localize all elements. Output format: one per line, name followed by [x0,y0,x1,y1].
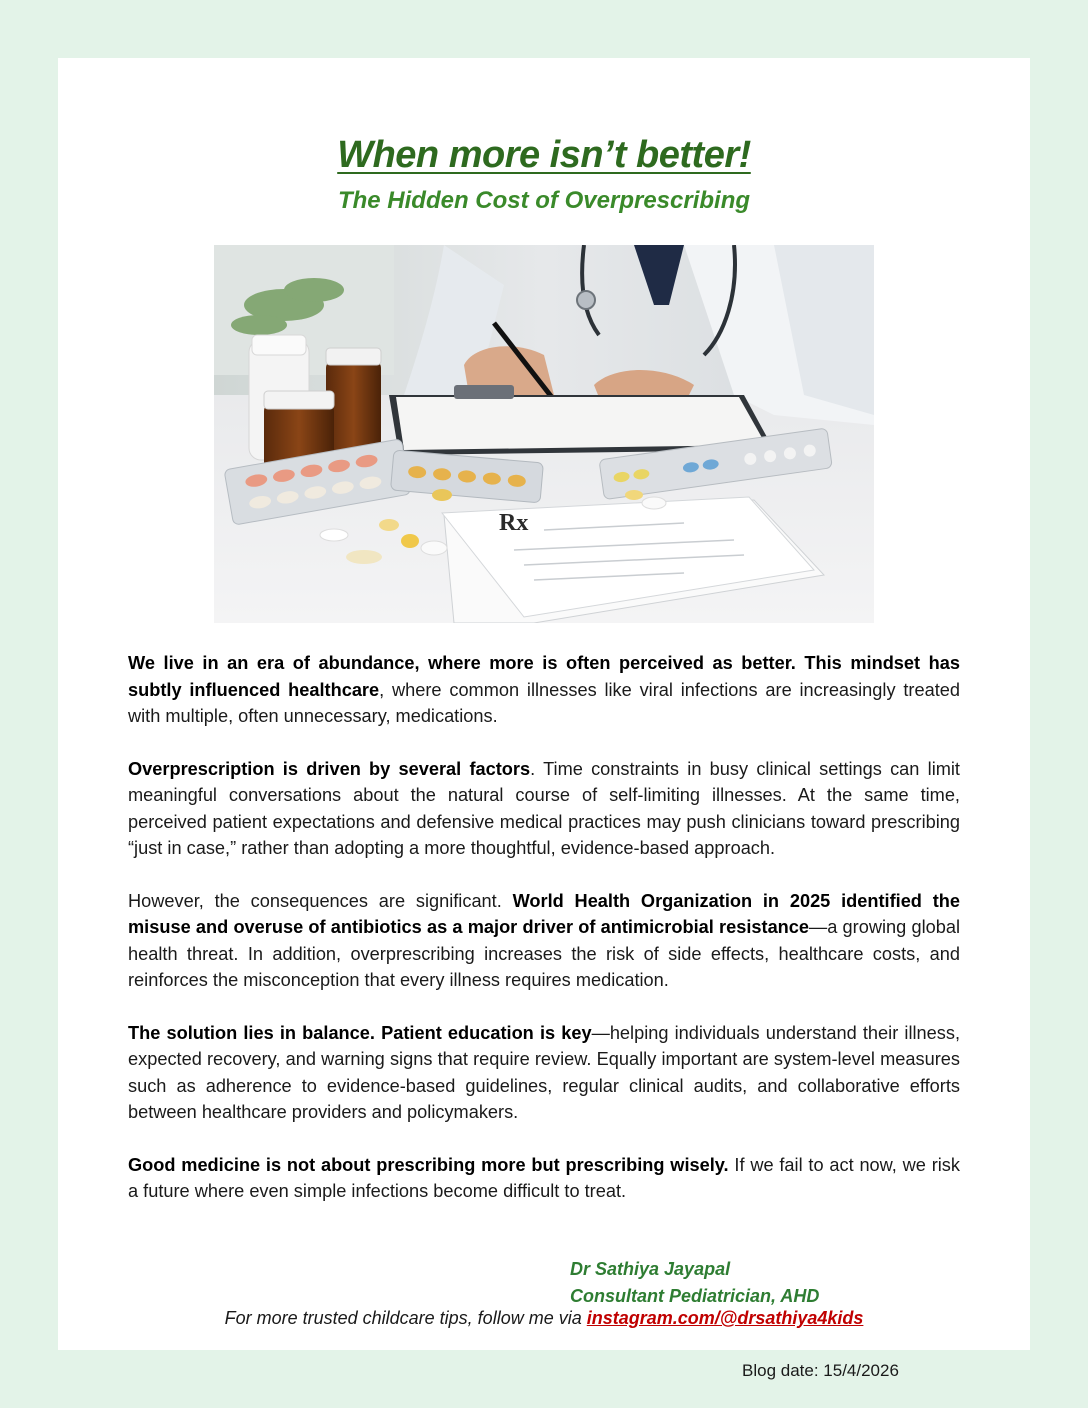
author-signature [570,1256,819,1310]
intro-text: , where common illnesses like viral infections are increasingly treated with multiple, often unnecessary, medications. [128,679,960,726]
hero-photo [214,245,874,623]
follow-text: For more trusted childcare tips, follow me via [224,1308,587,1328]
conclusion-bold-text: Good medicine is not about prescribing more but prescribing wisely. [128,1154,729,1175]
solution-text: —helping individuals understand their illness, expected recovery, and warning signs that require review. Equally important are system-level measures such as adherence to evidence-based guidelines, regular clinical audits, and collaborative efforts between healthcare providers and policymakers. [128,1022,960,1122]
author-role: Consultant Pediatrician, AHD [570,1286,820,1306]
page-title: When more isn’t better! [337,134,751,176]
follow-line [0,1308,1088,1329]
paragraph-conclusion [128,1152,960,1205]
paragraph-factors [128,756,960,862]
factors-bold-text: Overprescription is driven by several factors [128,758,531,779]
consequences-text: —a growing global health threat. In addition, overprescribing increases the risk of side effects, healthcare costs, and reinforces the misconception that every illness requires medication. [128,917,960,990]
factors-text: . Time constraints in busy clinical settings can limit meaningful conversations about the natural course of self-limiting illnesses. At the same time, perceived patient expectations and defensive medical practices may push clinicians toward prescribing “just in case,” rather than adopting a more thoughtful, evidence-based approach. [128,758,960,858]
consequences-bold-text: World Health Organization in 2025 identified the misuse and overuse of antibiotics as a major driver of antimicrobial resistance [128,890,960,937]
consequences-lead-text: However, the consequences are significant. [128,890,513,911]
rx-mark: Rx [499,510,529,536]
solution-bold-text: The solution lies in balance. Patient education is key [128,1022,592,1043]
article-body [128,650,960,1231]
paragraph-intro [128,650,960,730]
page-subtitle: The Hidden Cost of Overprescribing [337,187,751,214]
intro-bold-text: We live in an era of abundance, where more is often perceived as better. This mindset has subtly influenced healthcare [128,653,960,700]
conclusion-text: If we fail to act now, we risk a future where even simple infections become difficult to treat. [128,1154,960,1201]
author-name: Dr Sathiya Jayapal [570,1259,731,1279]
blog-date: Blog date: 15/4/2026 [742,1361,899,1380]
paragraph-consequences [128,888,960,994]
paragraph-solution [128,1020,960,1126]
instagram-link[interactable]: instagram.com/@drsathiya4kids [586,1308,864,1328]
